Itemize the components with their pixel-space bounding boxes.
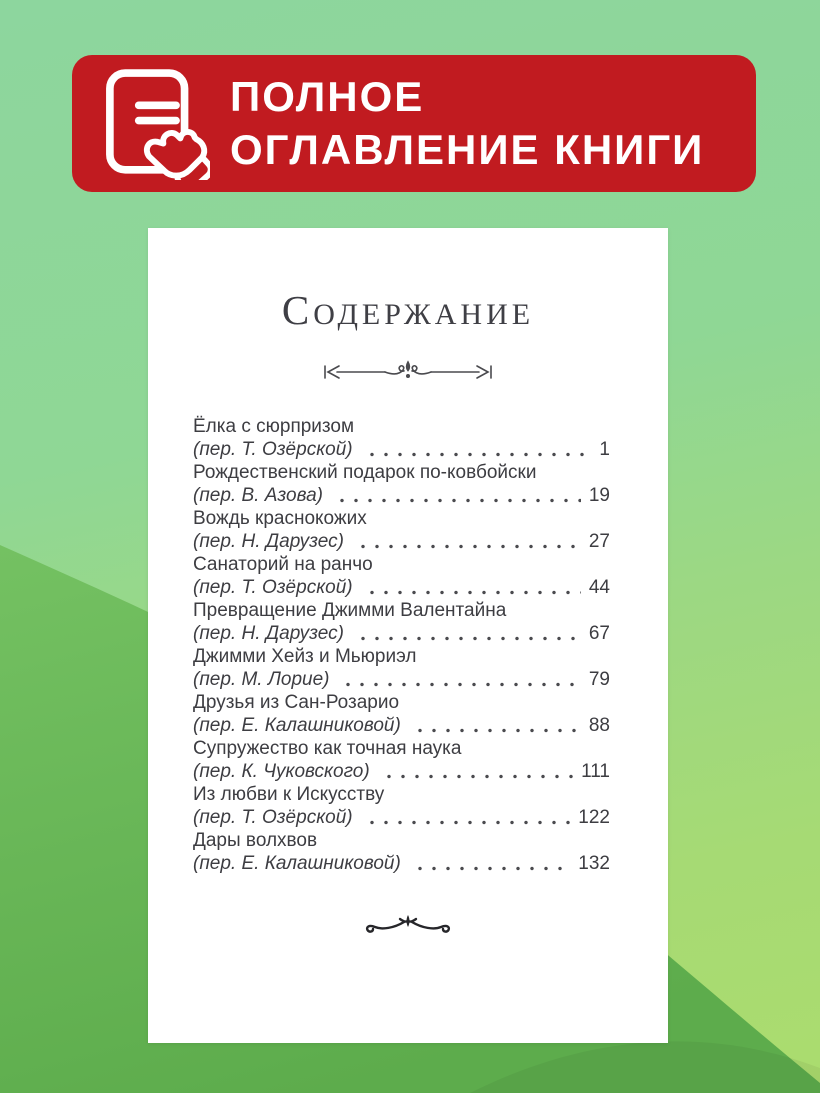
book-in-hand-icon bbox=[98, 68, 210, 180]
table-of-contents bbox=[193, 415, 610, 875]
dot-leader bbox=[341, 682, 580, 687]
page-number: 79 bbox=[588, 669, 610, 691]
translator-credit: (пер. К. Чуковского) bbox=[193, 761, 370, 783]
translator-credit: (пер. Н. Дарузес) bbox=[193, 623, 344, 645]
toc-entry bbox=[193, 737, 610, 783]
translator-credit: (пер. Т. Озёрской) bbox=[193, 577, 353, 599]
translator-credit: (пер. Т. Озёрской) bbox=[193, 439, 353, 461]
dot-leader bbox=[365, 452, 592, 457]
translator-credit: (пер. Е. Калашниковой) bbox=[193, 715, 401, 737]
story-title: Из любви к Искусству bbox=[193, 784, 385, 806]
story-title: Друзья из Сан-Розарио bbox=[193, 692, 400, 714]
ornament-divider-icon bbox=[313, 357, 503, 387]
page-number: 67 bbox=[588, 623, 610, 645]
page-number: 122 bbox=[578, 807, 610, 829]
scroll-flourish-icon bbox=[360, 909, 456, 937]
dot-leader bbox=[365, 590, 581, 595]
dot-leader bbox=[356, 544, 581, 549]
translator-credit: (пер. В. Азова) bbox=[193, 485, 323, 507]
page-number: 88 bbox=[588, 715, 610, 737]
story-title: Превращение Джимми Валентайна bbox=[193, 600, 507, 622]
story-title: Санаторий на ранчо bbox=[193, 554, 373, 576]
toc-entry bbox=[193, 461, 610, 507]
full-toc-banner bbox=[72, 55, 756, 192]
dot-leader bbox=[413, 866, 570, 871]
story-title: Супружество как точная наука bbox=[193, 738, 462, 760]
banner-title-line1: ПОЛНОЕ bbox=[230, 72, 425, 120]
page-number: 132 bbox=[578, 853, 610, 875]
book-contents-page bbox=[148, 228, 668, 1043]
toc-entry bbox=[193, 783, 610, 829]
story-title: Дары волхвов bbox=[193, 830, 318, 852]
translator-credit: (пер. М. Лорие) bbox=[193, 669, 330, 691]
banner-title bbox=[230, 71, 704, 177]
toc-entry bbox=[193, 645, 610, 691]
page-title-initial: С bbox=[281, 287, 314, 333]
page-title bbox=[148, 286, 668, 335]
translator-credit: (пер. Н. Дарузес) bbox=[193, 531, 344, 553]
toc-entry bbox=[193, 691, 610, 737]
toc-entry bbox=[193, 507, 610, 553]
dot-leader bbox=[335, 498, 581, 503]
dot-leader bbox=[356, 636, 581, 641]
page-number: 44 bbox=[588, 577, 610, 599]
toc-entry bbox=[193, 599, 610, 645]
translator-credit: (пер. Т. Озёрской) bbox=[193, 807, 353, 829]
dot-leader bbox=[413, 728, 581, 733]
page-number: 111 bbox=[581, 761, 610, 783]
toc-entry bbox=[193, 415, 610, 461]
story-title: Вождь краснокожих bbox=[193, 508, 367, 530]
translator-credit: (пер. Е. Калашниковой) bbox=[193, 853, 401, 875]
toc-entry bbox=[193, 553, 610, 599]
story-title: Ёлка с сюрпризом bbox=[193, 416, 355, 438]
story-title: Рождественский подарок по-ковбойски bbox=[193, 462, 537, 484]
dot-leader bbox=[382, 774, 573, 779]
page-number: 1 bbox=[599, 439, 610, 461]
page-number: 19 bbox=[588, 485, 610, 507]
story-title: Джимми Хейз и Мьюриэл bbox=[193, 646, 417, 668]
toc-entry bbox=[193, 829, 610, 875]
page-number: 27 bbox=[588, 531, 610, 553]
page-title-rest: ОДЕРЖАНИЕ bbox=[313, 298, 535, 331]
banner-title-line2: ОГЛАВЛЕНИЕ КНИГИ bbox=[230, 125, 705, 173]
dot-leader bbox=[365, 820, 571, 825]
